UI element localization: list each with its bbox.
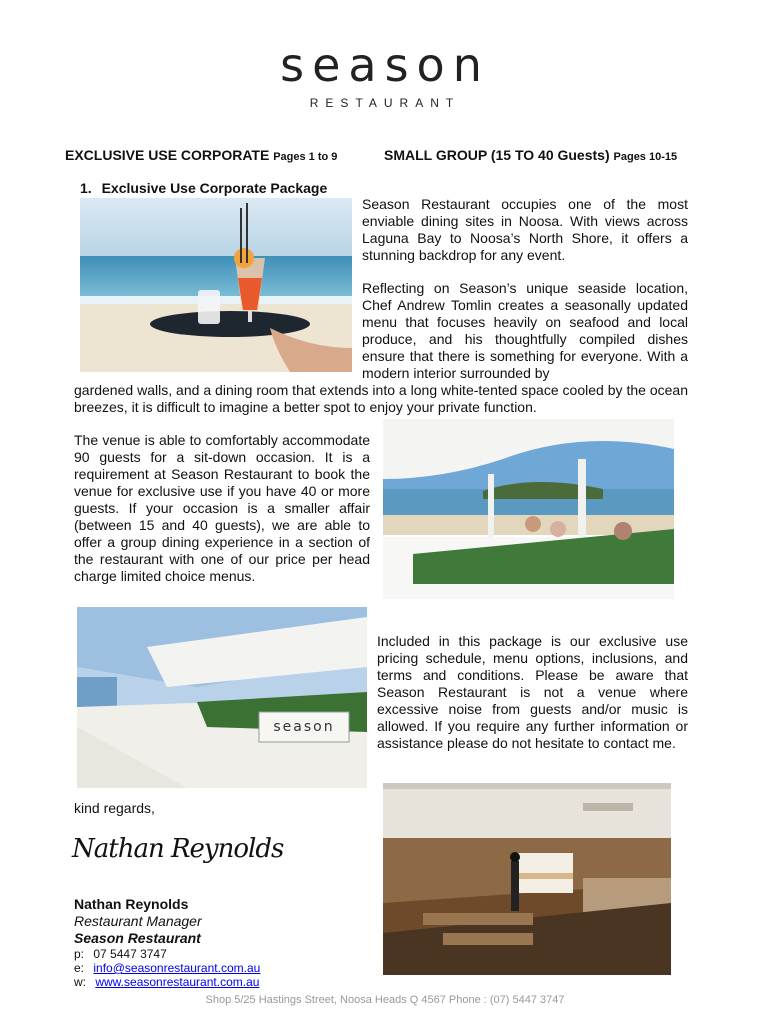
phone-line — [74, 947, 167, 961]
manager-name: Nathan Reynolds — [74, 896, 189, 912]
header-small-group-pages: Pages 10-15 — [613, 151, 678, 163]
handwritten-signature: Nathan Reynolds — [72, 834, 284, 864]
phone-label: p: — [74, 947, 85, 961]
season-sign-terrace-photo — [77, 607, 367, 788]
season-logo: season — [280, 38, 490, 92]
season-sign-text: season — [273, 719, 335, 735]
manager-role: Restaurant Manager — [74, 913, 202, 929]
section-title — [80, 180, 327, 196]
paragraph-menu: Reflecting on Season’s unique seaside location, Chef Andrew Tomlin creates a seasonally updated menu that focuses heavily on seafood and local produce, and his thoughtfully compiled dishes ensure that there is something for everyone. With a modern interior surrounded by — [362, 280, 688, 381]
web-line — [74, 975, 259, 989]
header-small-group-title: SMALL GROUP (15 TO 40 Guests) — [384, 147, 610, 163]
section-number: 1. — [80, 180, 92, 196]
paragraph-intro: Season Restaurant occupies one of the most enviable dining sites in Noosa. With views across Laguna Bay to Noosa’s North Shore, it offers a stunning backdrop for any event. — [362, 196, 688, 263]
header-small-group — [384, 147, 677, 163]
web-link[interactable]: www.seasonrestaurant.com.au — [95, 975, 260, 989]
company-name: Season Restaurant — [74, 930, 201, 946]
logo-subtitle: RESTAURANT — [309, 96, 461, 110]
cocktail-beach-photo — [80, 198, 352, 372]
email-link[interactable]: info@seasonrestaurant.com.au — [93, 961, 261, 975]
section-title-text: Exclusive Use Corporate Package — [101, 180, 328, 196]
phone-number: 07 5447 3747 — [93, 947, 167, 961]
email-line — [74, 961, 260, 975]
header-exclusive-pages: Pages 1 to 9 — [273, 151, 338, 163]
paragraph-venue: The venue is able to comfortably accommodate 90 guests for a sit-down occasion. It is a requirement at Season Restaurant to book the venue for exclusive use if you have 40 or more guests. If your occasion is a smaller affair (between 15 and 40 guests), we are able to offer a group dining experience in a section of the restaurant with one of our price per head charge limited choice menus. — [74, 432, 370, 584]
restaurant-interior-photo — [383, 783, 671, 975]
web-label: w: — [74, 975, 86, 989]
terrace-beach-photo — [383, 419, 674, 599]
footer-address: Shop 5/25 Hastings Street, Noosa Heads Q 4567 Phone : (07) 5447 3747 — [205, 994, 565, 1006]
paragraph-dining-room: gardened walls, and a dining room that extends into a long white-tented space cooled by the ocean breezes, it is difficult to imagine a better spot to enjoy your private function. — [74, 382, 688, 415]
paragraph-package: Included in this package is our exclusive use pricing schedule, menu options, inclusions, and terms and conditions. Please be aware that Season Restaurant is not a venue where excessive noise from guests and/or music is allowed. If you require any further information or assistance please do not hesitate to contact me. — [377, 633, 688, 751]
email-label: e: — [74, 961, 85, 975]
header-exclusive-use — [65, 147, 337, 163]
header-exclusive-title: EXCLUSIVE USE CORPORATE — [65, 147, 270, 163]
regards-text: kind regards, — [74, 800, 155, 816]
